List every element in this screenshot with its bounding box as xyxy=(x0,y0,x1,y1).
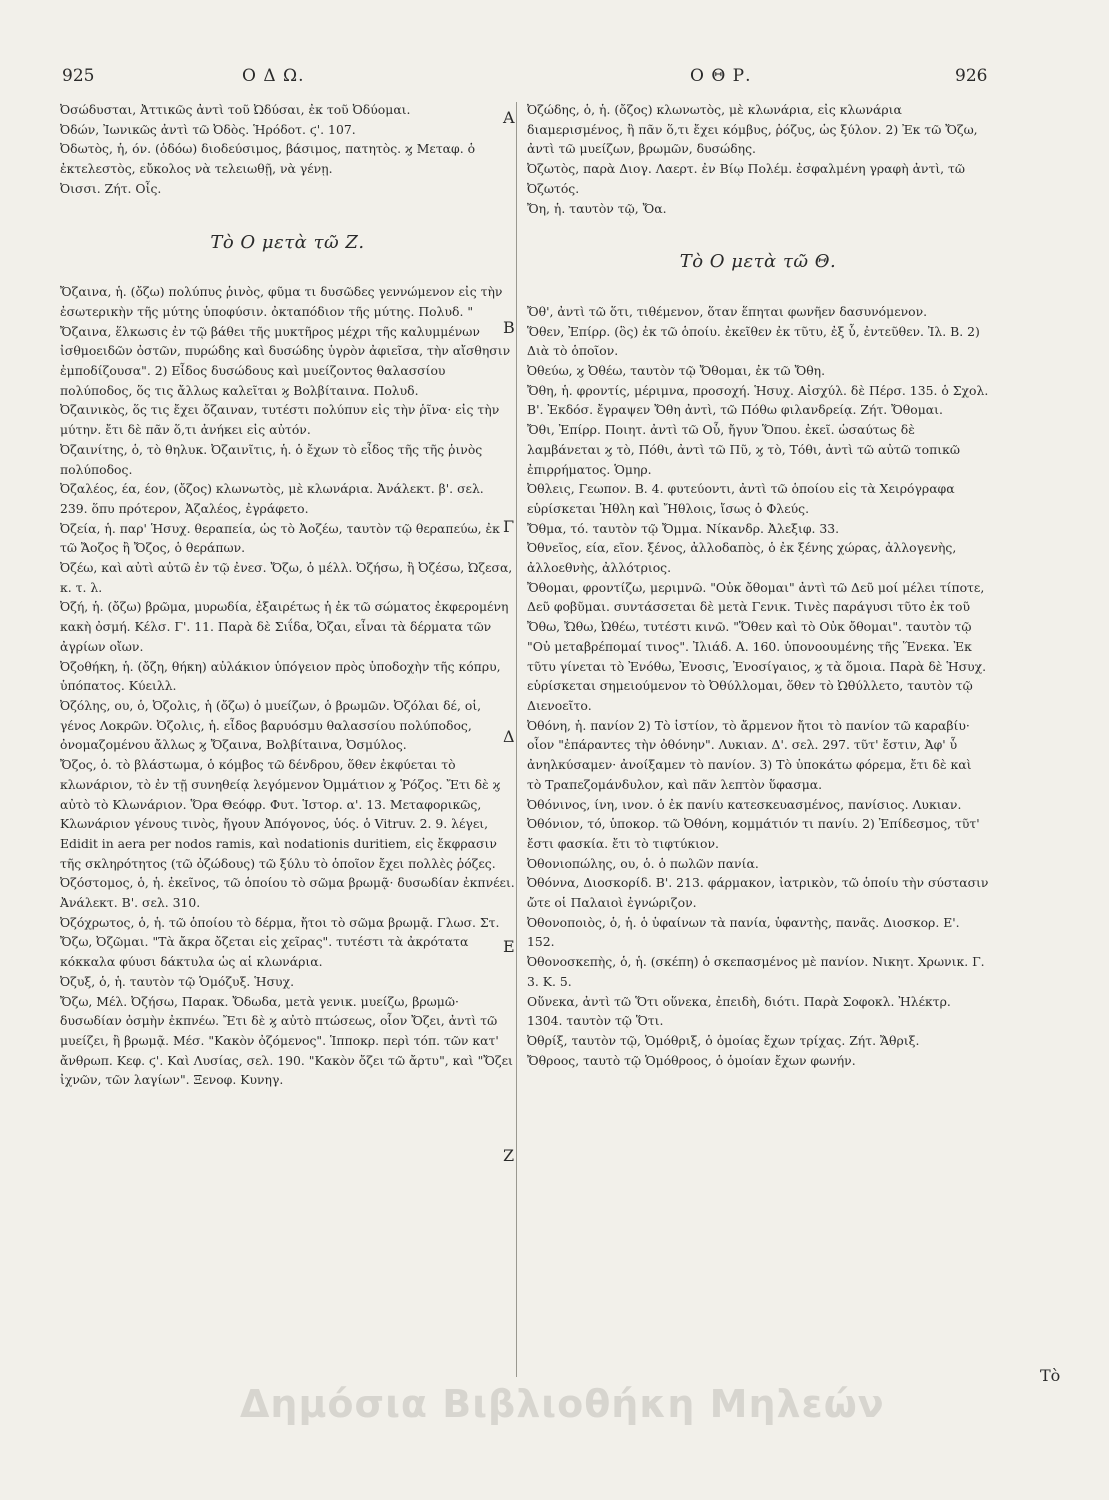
dictionary-entry: Ὀζώδης, ὁ, ἡ. (ὄζος) κλωνωτὸς, μὲ κλωνάρια, εἰς κλωνάρια διαμερισμένος, ἢ πᾶν ὅ,τι ἔχει κόμβυς, ῥόζυς, ὡς ξύλον. 2) Ἐκ τῶ Ὄζω, ἀντὶ τῶ μυείζων, βρωμῶν, δυσώδης. xyxy=(527,102,978,157)
dictionary-entry: Ὀθόνιον, τό, ὑποκορ. τῶ Ὀθόνη, κομμάτιόν τι πανίυ. 2) Ἐπίδεσμος, τῦτ' ἔστι φασκία. ἔτι τὸ τιφτύκιον. xyxy=(527,816,980,851)
dictionary-entry: Ὀθεύω, ϗ Ὀθέω, ταυτὸν τῷ Ὄθομαι, ἐκ τῶ Ὄθη. xyxy=(527,363,826,379)
dictionary-entry: Ὄζω, Μέλ. Ὀζήσω, Παρακ. Ὄδωδα, μετὰ γενικ. μυείζω, βρωμῶ· δυσωδίαν ὀσμὴν ἐκπνέω. Ἔτι δὲ ϗ αὐτὸ πτώσεως, οἷον Ὄζει, ἀντὶ τῶ μυείζει, ἢ βρωμᾷ. Μέσ. "Κακὸν ὀζόμενος". Ἱπποκρ. περὶ τόπ. τῶν κατ' ἄνθρωπ. Κεφ. ϛ'. Καὶ Λυσίας, σελ. 190. "Κακὸν ὄζει τῶ ἄρτυ", καὶ "Ὄζει ἰχνῶν, τῶν λαγίων". Ξενοφ. Κυνηγ. xyxy=(60,993,513,1088)
dictionary-entry: Ὅθεν, Ἐπίρρ. (ὃς) ἐκ τῶ ὁποίυ. ἐκεῖθεν ἐκ τῦτυ, ἐξ ὗ, ἐντεῦθεν. Ἰλ. Β. 2) Διὰ τὸ ὁποῖον. xyxy=(527,323,980,359)
dictionary-entry: Οὕνεκα, ἀντὶ τῶ Ὅτι οὕνεκα, ἐπειδὴ, διότι. Παρὰ Σοφοκλ. Ἠλέκτρ. 1304. ταυτὸν τῷ Ὅτι. xyxy=(527,993,951,1029)
dictionary-entry: Ὀδωτὸς, ἡ, όν. (ὁδόω) διοδεύσιμος, βάσιμος, πατητὸς. ϗ Μεταφ. ὁ ἐκτελεστὸς, εὔκολος νὰ τελειωθῇ, νὰ γένῃ. xyxy=(60,141,476,177)
dictionary-entry: Ὀθόνη, ἡ. πανίον 2) Τὸ ἱστίον, τὸ ἄρμενον ἤτοι τὸ πανίον τῶ καραβίυ· οἷον "ἐπάραντες τὴν ὀθόνην". Λυκιαν. Δ'. σελ. 297. τῦτ' ἔστιν, Ἀφ' ὗ ἀνηλκύσαμεν· ἀνοίξαμεν τὸ πανίον. 3) Τὸ ὑποκάτω φόρεμα, ἔτι δὲ καὶ τὸ Τραπεζομάνδυλον, καὶ πᾶν λεπτὸν ὕφασμα. xyxy=(527,717,972,792)
dictionary-entry: Ὄθι, Ἐπίρρ. Ποιητ. ἀντὶ τῶ Οὗ, ἤγυν Ὅπου. ἐκεῖ. ὡσαύτως δὲ λαμβάνεται ϗ τὸ, Πόθι, ἀντὶ τῶ Πῦ, ϗ τὸ, Τόθι, ἀντὶ τῶ αὐτῶ τοπικῶ ἐπιρρήματος. Ὁμηρ. xyxy=(527,422,960,477)
dictionary-entry: Ὄθη, ἡ. φροντίς, μέριμνα, προσοχή. Ἡσυχ. Αἰσχύλ. δὲ Πέρσ. 135. ὁ Σχολ. Β'. Ἐκδόσ. ἔγραψεν Ὄθη ἀντὶ, τῶ Πόθω φιλανδρείᾳ. Ζήτ. Ὄθομαι. xyxy=(527,382,989,418)
section-title: Τὸ Ο μετὰ τῶ Θ. xyxy=(679,251,837,273)
marginal-letter-f: Ζ xyxy=(503,1146,515,1165)
marginal-letter-d: Δ xyxy=(503,727,515,746)
dictionary-entry: Ὄζω, Ὀζῶμαι. "Τὰ ἄκρα ὄζεται εἰς χεῖρας". τυτέστι τὰ ἀκρότατα κόκκαλα φύυσι δάκτυλα ὡς αἱ κλωνάρια. xyxy=(60,934,469,970)
left-running-head: Ο Δ Ω. xyxy=(242,66,305,86)
dictionary-entry: Ὄθμα, τό. ταυτὸν τῷ Ὄμμα. Νίκανδρ. Ἀλεξιφ. 33. xyxy=(527,520,840,536)
column-divider xyxy=(516,102,517,1377)
dictionary-entry: Ὀισσι. Ζήτ. Οἶς. xyxy=(60,180,162,196)
dictionary-entry: Ὄθροος, ταυτὸ τῷ Ὁμόθροος, ὁ ὁμοίαν ἔχων φωνήν. xyxy=(527,1052,856,1068)
dictionary-entry: Ὀθνεῖος, εία, εῖον. ξένος, ἀλλοδαπὸς, ὁ ἐκ ξένης χώρας, ἀλλογενὴς, ἀλλοεθνὴς, ἀλλότριος. xyxy=(527,540,957,576)
dictionary-entry: Ὄθομαι, φροντίζω, μεριμνῶ. "Οὐκ ὄθομαι" ἀντὶ τῶ Δεῦ μοί μέλει τίποτε, Δεῦ φοβῦμαι. συντάσσεται δὲ μετὰ Γενικ. Τινὲς παράγυσι τῦτο ἐκ τοῦ Ὄθω, Ὤθω, Ὠθέω, τυτέστι κινῶ. "Ὅθεν καὶ τὸ Οὐκ ὄθομαι". ταυτὸν τῷ "Οὐ μεταβρέπομαί τινος". Ἰλιάδ. Α. 160. ὑπονοουμένης τῆς Ἕνεκα. Ἐκ τῦτυ γίνεται τὸ Ἐνόθω, Ἐνοσις, Ἐνοσίγαιος, ϗ τὰ ὅμοια. Παρὰ δὲ Ἡσυχ. εὑρίσκεται σημειούμενον τὸ Ὀθύλλομαι, ὅθεν τὸ Ὠθύλλετο, ταυτὸν τῷ Διενοεῖτο. xyxy=(527,579,987,713)
left-column xyxy=(60,100,515,1090)
dictionary-entry: Ὀθονιοπώλης, ου, ὁ. ὁ πωλῶν πανία. xyxy=(527,855,759,871)
dictionary-entry: Ὀθόνινος, ίνη, ινον. ὁ ἐκ πανίυ κατεσκευασμένος, πανίσιος. Λυκιαν. xyxy=(527,796,962,812)
dictionary-entry: Ὀθονοποιὸς, ὁ, ἡ. ὁ ὑφαίνων τὰ πανία, ὑφαντὴς, πανᾶς. Διοσκορ. Ε'. 152. xyxy=(527,914,960,950)
dictionary-entry: Ὀθονοσκεπὴς, ὁ, ἡ. (σκέπη) ὁ σκεπασμένος μὲ πανίον. Νικητ. Χρωνικ. Γ. 3. Κ. 5. xyxy=(527,954,985,989)
dictionary-entry: Ὄη, ἡ. ταυτὸν τῷ, Ὄα. xyxy=(527,200,667,216)
dictionary-entry: Ὀθλεις, Γεωπον. Β. 4. φυτεύοντι, ἀντὶ τῶ ὁποίου εἰς τὰ Χειρόγραφα εὑρίσκεται Ἠθλη καὶ Ἤθλοις, ἴσως ὁ Φλεύς. xyxy=(527,481,955,516)
dictionary-entry: Ὀθρίξ, ταυτὸν τῷ, Ὁμόθριξ, ὁ ὁμοίας ἔχων τρίχας. Ζήτ. Ἄθριξ. xyxy=(527,1032,920,1048)
marginal-letter-b: Β xyxy=(503,318,515,337)
dictionary-entry: Ὀζαινικὸς, ὅς τις ἔχει ὄζαιναν, τυτέστι πολύπυν εἰς τὴν ῥῖνα· εἰς τὴν μύτην. ἔτι δὲ πᾶν ὅ,τι ἀνήκει εἰς αὐτόν. xyxy=(60,402,500,438)
left-page-number: 925 xyxy=(62,66,95,86)
dictionary-entry: Ὀζέω, καὶ αὐτὶ αὐτῶ ἐν τῷ ἐνεσ. Ὄζω, ὁ μέλλ. Ὀζήσω, ἢ Ὀζέσω, Ὠζεσα, κ. τ. λ. xyxy=(60,560,513,595)
marginal-letter-a: Α xyxy=(503,108,515,127)
dictionary-entry: Ὄθ', ἀντὶ τῶ ὅτι, τιθέμενον, ὅταν ἕπηται φωνῆεν δασυνόμενον. xyxy=(527,303,928,319)
dictionary-entry: Ὄζος, ὁ. τὸ βλάστωμα, ὁ κόμβος τῶ δένδρου, ὅθεν ἐκφύεται τὸ κλωνάριον, τὸ ἐν τῇ συνηθείᾳ λεγόμενον Ὀμμάτιον ϗ Ῥόζος. Ἔτι δὲ ϗ αὐτὸ τὸ Κλωνάριον. Ὅρα Θεόφρ. Φυτ. Ἱστορ. α'. 13. Μεταφορικῶς, Κλωνάριον γένους τινὸς, ἤγουν Ἀπόγονος, ὑός. ὁ Vitruv. 2. 9. λέγει, Edidit in aera per nodos ramis, καὶ nodationis duritiem, εἰς ἔκφρασιν τῆς σκληρότητος (τῶ ὀζώδους) τῶ ξύλυ τὸ ὁποῖον ἔχει πολλὲς ῥόζες. xyxy=(60,757,501,871)
dictionary-entry: Ὄζαινα, ἡ. (ὄζω) πολύπυς ῥινὸς, φῦμα τι δυσῶδες γεννώμενον εἰς τὴν ἐσωτερικὴν τῆς μύτης ὑποφύσιν. ὀκταπόδιον τῆς μύτης. Πολυδ. " Ὄζαινα, ἕλκωσις ἐν τῷ βάθει τῆς μυκτῆρος μέχρι τῆς καλυμμένων ἰσθμοειδῶν ὀστῶν, πυρώδης καὶ δυσώδης ὑγρὸν ἀφιεῖσα, τὴν αἴσθησιν ἐμποδίζουσα". 2) Εἶδος δυσώδους καὶ μυείζοντος θαλασσίου πολύποδος, ὅς τις ἄλλως καλεῖται ϗ Βολβίταινα. Πολυδ. xyxy=(60,284,511,398)
dictionary-entry: Ὀζοθήκη, ἡ. (ὄζη, θήκη) αὐλάκιον ὑπόγειον πρὸς ὑποδοχὴν τῆς κόπρυ, ὑπόπατος. Κύειλλ. xyxy=(60,658,501,694)
section-title: Τὸ Ο μετὰ τῶ Ζ. xyxy=(210,231,365,253)
dictionary-entry: Ὀζαινίτης, ὁ, τὸ θηλυκ. Ὀζαινῖτις, ἡ. ὁ ἔχων τὸ εἶδος τῆς τῆς ῥινὸς πολύποδος. xyxy=(60,441,483,477)
right-running-head: Ο Θ Ρ. xyxy=(690,66,752,86)
dictionary-entry: Ὀζυξ, ὁ, ἡ. ταυτὸν τῷ Ὁμόζυξ. Ἡσυχ. xyxy=(60,973,295,989)
library-watermark: Δημόσια Βιβλιοθήκη Μηλεών xyxy=(240,1382,885,1426)
right-page-number: 926 xyxy=(955,66,988,86)
dictionary-entry: Ὀζόστομος, ὁ, ἡ. ἐκεῖνος, τῶ ὁποίου τὸ σῶμα βρωμᾷ· δυσωδίαν ἐκπνέει. Ἀνάλεκτ. Β'. σελ. 310. xyxy=(60,875,515,911)
dictionary-entry: Ὀζωτὸς, παρὰ Διογ. Λαερτ. ἐν Βίῳ Πολέμ. ἐσφαλμένη γραφὴ ἀντὶ, τῶ Ὀζωτός. xyxy=(527,161,966,196)
marginal-letter-e: Ε xyxy=(503,937,515,956)
dictionary-entry: Ὀζαλέος, έα, έον, (ὄζος) κλωνωτὸς, μὲ κλωνάρια. Ἀνάλεκτ. β'. σελ. 239. ὅπυ πρότερον, Ἀζαλέος, ἐγράφετο. xyxy=(60,481,484,516)
dictionary-entry: Ὀθόννα, Διοσκορίδ. Β'. 213. φάρμακον, ἰατρικὸν, τῶ ὁποίυ τὴν σύστασιν ὤτε οἱ Παλαιοὶ ἐγνώριζον. xyxy=(527,875,989,911)
marginal-letter-c: Γ xyxy=(503,517,515,536)
dictionary-entry: Ὀζόλης, ου, ὁ, Ὀζολις, ἡ (ὄζω) ὁ μυείζων, ὁ βρωμῶν. Ὀζόλαι δέ, οἱ, γένος Λοκρῶν. Ὀζολις, ἡ. εἶδος βαρυόσμυ θαλασσίου πολύποδος, ὀνομαζομένου ἄλλως ϗ Ὄζαινα, Βολβίταινα, Ὀσμύλος. xyxy=(60,697,482,753)
dictionary-entry: Ὀζόχρωτος, ὁ, ἡ. τῶ ὁποίου τὸ δέρμα, ἤτοι τὸ σῶμα βρωμᾷ. Γλωσ. Στ. xyxy=(60,914,500,930)
dictionary-entry: Ὀδών, Ἰωνικῶς ἀντὶ τῶ Ὀδὸς. Ἡρόδοτ. ϛ'. 107. xyxy=(60,121,356,137)
catchword: Τὸ xyxy=(1040,1366,1061,1385)
dictionary-entry: Ὀσώδυσται, Ἀττικῶς ἀντὶ τοῦ Ὠδύσαι, ἐκ τοῦ Ὀδύομαι. xyxy=(60,102,411,117)
dictionary-entry: Ὀζεία, ἡ. παρ' Ἡσυχ. θεραπεία, ὡς τὸ Ἀοζέω, ταυτὸν τῷ θεραπεύω, ἐκ τῶ Ἄοζος ἢ Ὄζος, ὁ θεράπων. xyxy=(60,520,500,556)
dictionary-entry: Ὀζή, ἡ. (ὄζω) βρῶμα, μυρωδία, ἐξαιρέτως ἡ ἐκ τῶ σώματος ἐκφερομένη κακὴ ὀσμή. Κέλσ. Γ'. 11. Παρὰ δὲ Σιΐδα, Ὀζαι, εἶναι τὰ δέρματα τῶν ἀγρίων οἴων. xyxy=(60,599,509,654)
right-column xyxy=(527,100,989,1070)
